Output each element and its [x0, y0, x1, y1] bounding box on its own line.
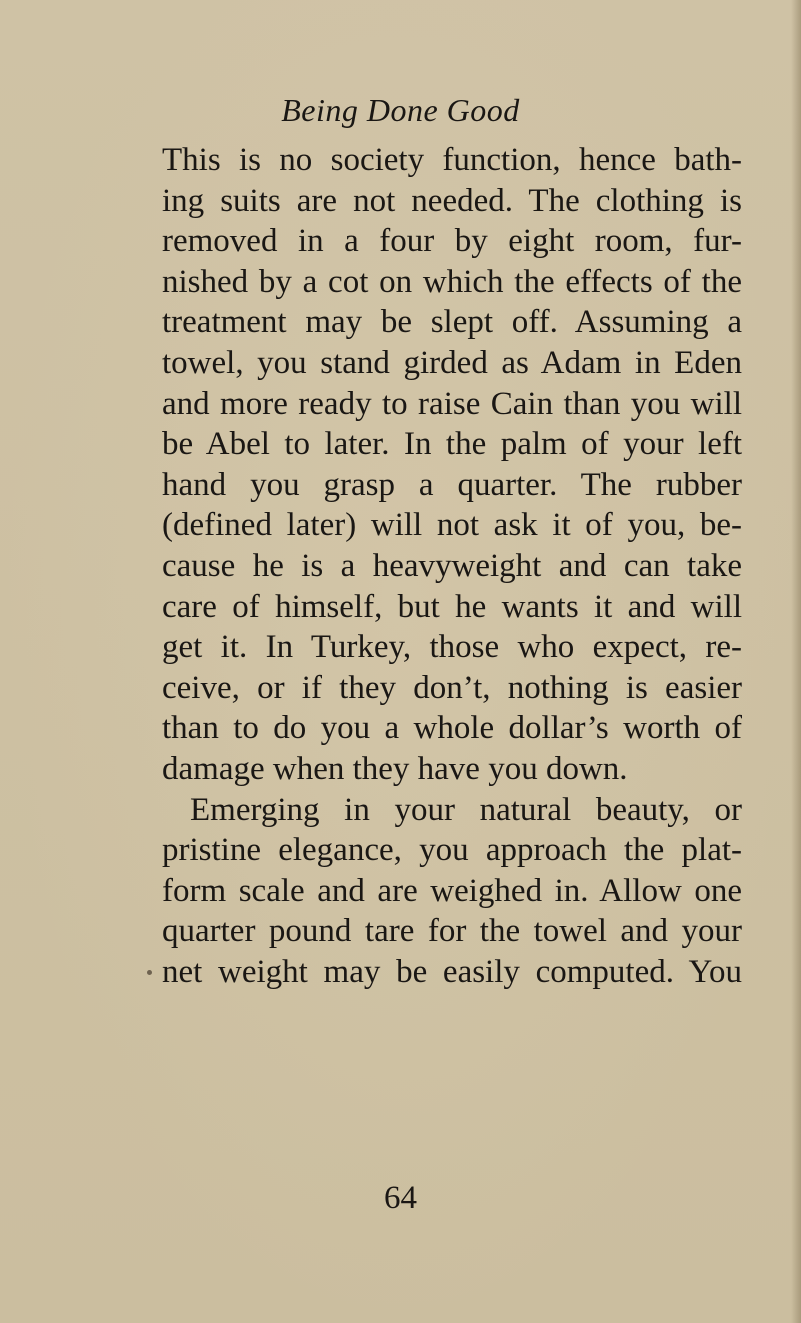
running-header: Being Done Good — [281, 92, 520, 128]
text-line: ceive, or if they don’t, nothing is easier — [162, 669, 742, 706]
body-text — [162, 140, 742, 992]
text-line: treatment may be slept off. Assuming a — [162, 304, 742, 341]
text-line: be Abel to later. In the palm of your left — [162, 426, 742, 463]
text-line: than to do you a whole dollar’s worth of — [162, 710, 742, 747]
text-line: quarter pound tare for the towel and your — [162, 913, 742, 950]
text-line: (defined later) will not ask it of you, be- — [162, 507, 742, 544]
text-line: ing suits are not needed. The clothing is — [162, 182, 742, 219]
text-line: net weight may be easily computed. You — [162, 953, 742, 990]
page-edge-shadow — [791, 0, 801, 1323]
text-line: cause he is a heavyweight and can take — [162, 547, 742, 584]
text-line: nished by a cot on which the effects of the — [162, 263, 742, 300]
paper-speck — [147, 970, 152, 975]
text-line: damage when they have you down. — [162, 750, 628, 787]
text-line: and more ready to raise Cain than you will — [162, 385, 742, 422]
text-line: Emerging in your natural beauty, or — [190, 791, 742, 828]
text-line: form scale and are weighed in. Allow one — [162, 872, 742, 909]
text-line: towel, you stand girded as Adam in Eden — [162, 344, 742, 381]
text-line: get it. In Turkey, those who expect, re- — [162, 629, 742, 666]
text-line: care of himself, but he wants it and will — [162, 588, 742, 625]
text-line: hand you grasp a quarter. The rubber — [162, 466, 742, 503]
text-line: This is no society function, hence bath- — [162, 142, 742, 178]
text-line: removed in a four by eight room, fur- — [162, 223, 742, 260]
page-number: 64 — [384, 1180, 417, 1216]
text-line: pristine elegance, you approach the plat- — [162, 832, 742, 869]
